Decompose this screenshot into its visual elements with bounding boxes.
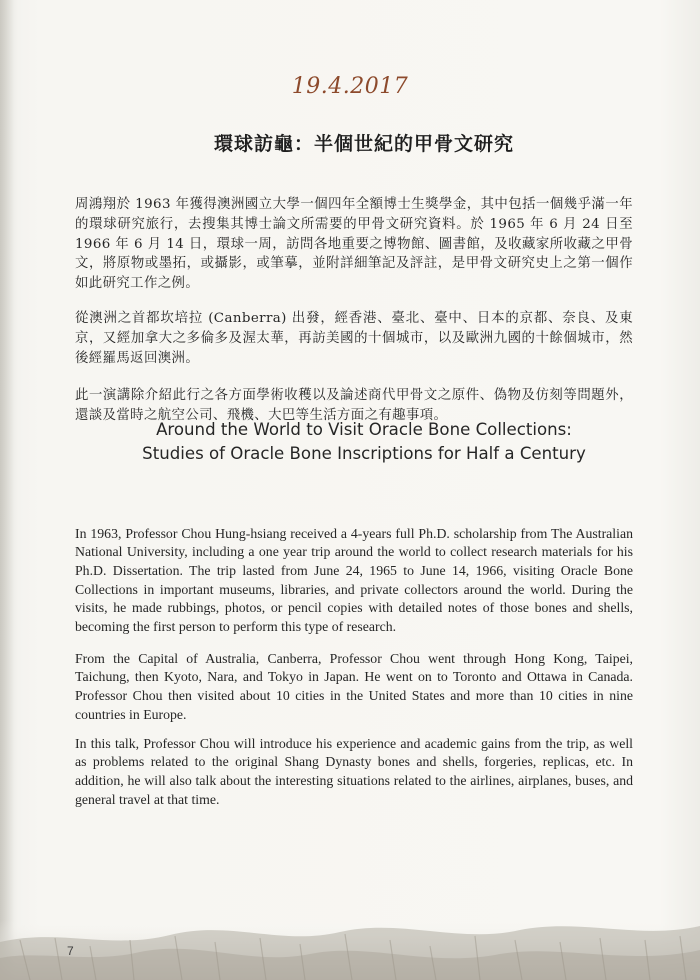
chinese-title: 環球訪龜：半個世紀的甲骨文研究: [213, 133, 514, 155]
english-paragraph-1: In 1963, Professor Chou Hung-hsiang received a 4-years full Ph.D. scholarship from The Australian National University, including a one year trip around the world to collect research materials for his Ph.D. Dissertation. The trip lasted from June 24, 1965 to June 14, 1966, visiting Oracle Bone Collections in important museums, libraries, and private collectors around the world. During the visits, he made rubbings, photos, or pencil copies with detailed notes of those bones and shells, becoming the first person to perform this type of research.: [75, 525, 633, 634]
english-paragraph-2: From the Capital of Australia, Canberra, Professor Chou went through Hong Kong, Taipei, Taichung, then Kyoto, Nara, and Tokyo in Japan. He went on to Toronto and Ottawa in Canada. Professor Chou then visited about 10 cities in the United States and more than 10 cities in nine countries in Europe.: [75, 650, 633, 722]
event-date: 19.4.2017: [291, 74, 409, 99]
english-paragraph-3: In this talk, Professor Chou will introduce his experience and academic gains from the trip, as well as problems related to the original Shang Dynasty bones and shells, forgeries, replicas, etc. In addition, he will also talk about the interesting situations related to the airlines, airplanes, buses, and general travel at that time.: [75, 735, 633, 807]
chinese-paragraph-2: 從澳洲之首都坎培拉 (Canberra) 出發，經香港、臺北、臺中、日本的京都、奈良、及東京，又經加拿大之多倫多及渥太華，再訪美國的十個城市，以及歐洲九國的十餘個城市，然後經羅馬返回澳洲。: [75, 311, 633, 366]
page-number: 7: [67, 944, 74, 958]
english-title-line-1: Around the World to Visit Oracle Bone Collections:: [156, 420, 572, 439]
english-title: [0, 418, 700, 466]
chinese-paragraph-3: 此一演講除介紹此行之各方面學術收穫以及論述商代甲骨文之原件、偽物及仿刻等問題外，還談及當時之航空公司、飛機、大巴等生活方面之有趣事項。: [75, 388, 633, 423]
english-title-line-2: Studies of Oracle Bone Inscriptions for Half a Century: [142, 444, 586, 463]
brush-stroke-decoration: [0, 880, 700, 980]
chinese-paragraph-1: 周鴻翔於 1963 年獲得澳洲國立大學一個四年全額博士生獎學金，其中包括一個幾乎滿一年的環球研究旅行，去搜集其博士論文所需要的甲骨文研究資料。於 1965 年 6 月 24 日至 1966 年 6 月 14 日，環球一周，訪問各地重要之博物館、圖書館，及收藏家所收藏之甲骨文，將原物或墨拓，或攝影，或筆摹，並附詳細筆記及評註，是甲骨文研究史上之第一個作如此研究工作之例。: [75, 197, 633, 291]
